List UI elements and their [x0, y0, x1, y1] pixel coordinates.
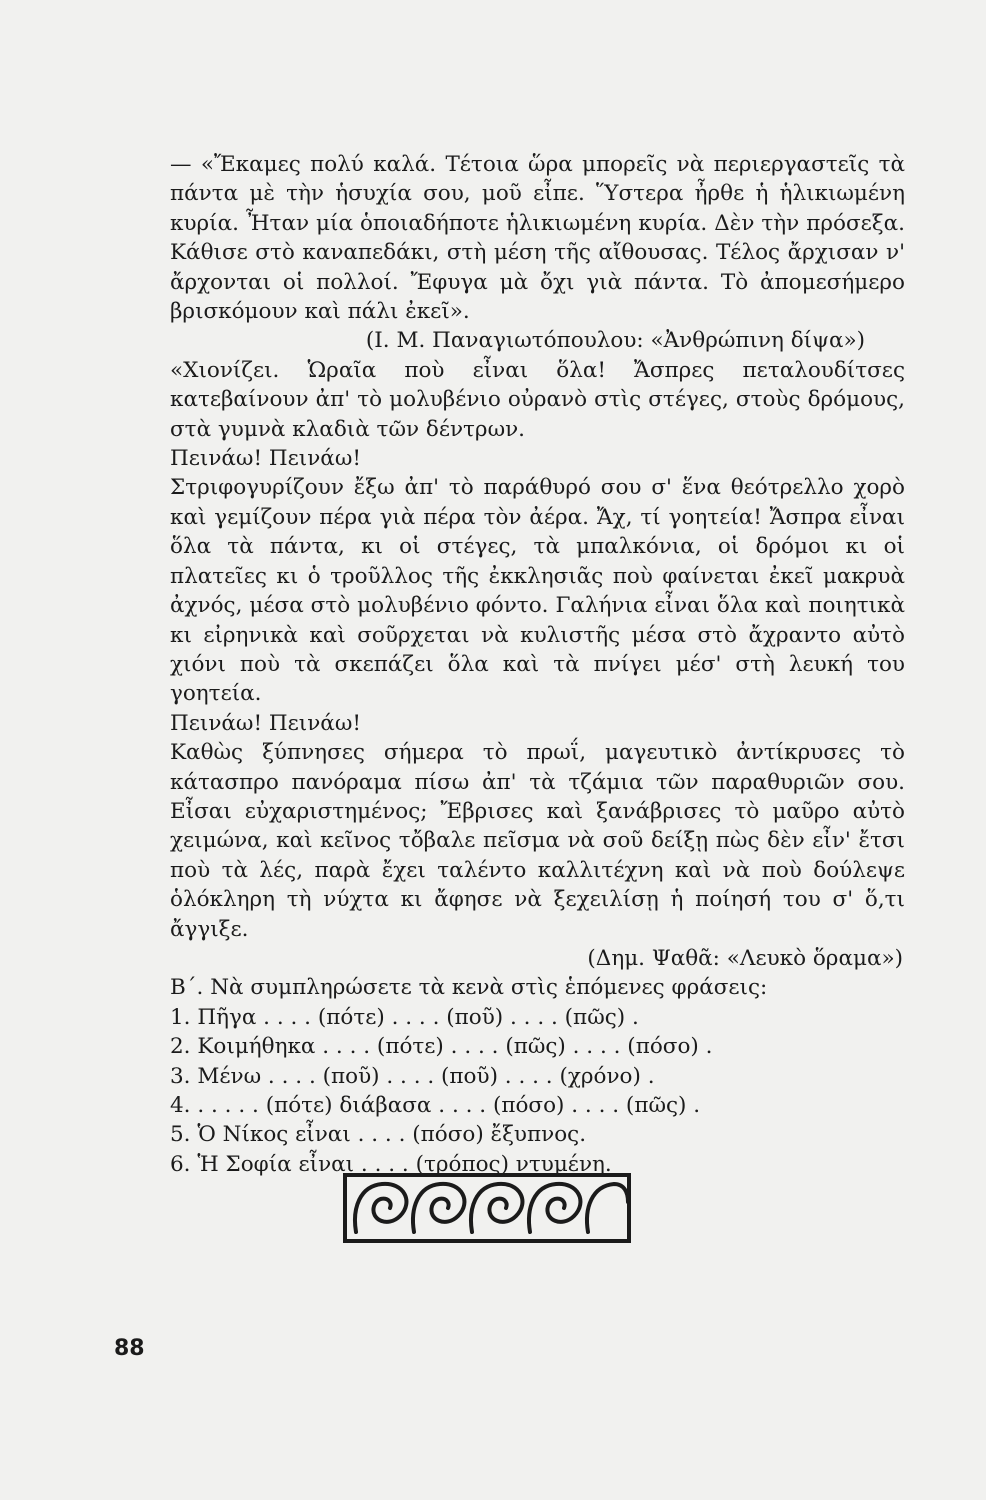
excerpt2-paragraph-3: Καθὼς ξύπνησες σήμερα τὸ πρωΐ, μαγευτικὸ ἀντίκρυσες τὸ κάτασπρο πανόραμα πίσω ἀπ' τὰ τζάμια τῶν παραθυριῶν σου. Εἶσαι εὐχαριστημένος; Ἔβρισες καὶ ξανάβρισες τὸ μαῦρο αὐτὸ χειμώνα, καὶ κεῖνος τὄβαλε πεῖσμα νὰ σοῦ δείξῃ πὼς δὲν εἶν' ἔτσι ποὺ τὰ λές, παρὰ ἔχει ταλέντο καλλιτέχνη καὶ νὰ ποὺ δούλεψε ὁλόκληρη τὴ νύχτα κι ἄφησε νὰ ξεχειλίσῃ ἡ ποίησή του σ' ὅ,τι ἄγγιξε.	[170, 740, 905, 942]
excerpt2-hunger-1: Πεινάω! Πεινάω!	[170, 446, 361, 472]
page-content	[170, 150, 905, 1179]
exercise-item: 6. Ἡ Σοφία εἶναι . . . . (τρόπος) ντυμένη.	[170, 1151, 612, 1177]
exercise-list	[170, 1003, 905, 1179]
exercise-item: 2. Κοιμήθηκα . . . . (πότε) . . . . (πῶς) . . . . (πόσο) .	[170, 1034, 713, 1060]
exercise-item: 1. Πῆγα . . . . (πότε) . . . . (ποῦ) . . . . (πῶς) .	[170, 1004, 639, 1030]
excerpt2-paragraph-1: «Χιονίζει. Ὡραῖα ποὺ εἶναι ὅλα! Ἄσπρες πεταλουδίτσες κατεβαίνουν ἀπ' τὸ μολυβένιο οὐρανὸ στὶς στέγες, στοὺς δρόμους, στὰ γυμνὰ κλαδιὰ τῶν δέντρων.	[170, 357, 905, 442]
excerpt-paragraph: — «Ἔκαμες πολύ καλά. Τέτοια ὥρα μπορεῖς νὰ περιεργαστεῖς τὰ πάντα μὲ τὴν ἡσυχία σου, μοῦ εἶπε. Ὕστερα ἦρθε ἡ ἡλικιωμένη κυρία. Ἦταν μία ὁποιαδήποτε ἡλικιωμένη κυρία. Δὲν τὴν πρόσεξα. Κάθισε στὸ καναπεδάκι, στὴ μέση τῆς αἴθουσας. Τέλος ἄρχισαν ν' ἄρχονται οἱ πολλοί. Ἔφυγα μὰ ὄχι γιὰ πάντα. Τὸ ἀπομεσήμερο βρισκόμουν καὶ πάλι ἐκεῖ».	[170, 152, 905, 325]
wave-ornament-icon	[342, 1172, 632, 1244]
excerpt2-reference: (Δημ. Ψαθᾶ: «Λευκὸ ὅραμα»)	[587, 945, 903, 971]
page-number: 88	[114, 1336, 145, 1361]
excerpt2-hunger-2: Πεινάω! Πεινάω!	[170, 710, 361, 736]
exercise-item: 3. Μένω . . . . (ποῦ) . . . . (ποῦ) . . . . (χρόνο) .	[170, 1063, 655, 1089]
excerpt-reference: (Ι. Μ. Παναγιωτόπουλου: «Ἀνθρώπινη δίψα»)	[365, 328, 865, 354]
exercise-item: 5. Ὁ Νίκος εἶναι . . . . (πόσο) ἔξυπνος.	[170, 1122, 587, 1148]
exercise-heading: Β΄. Νὰ συμπληρώσετε τὰ κενὰ στὶς ἑπόμενες φράσεις:	[170, 975, 768, 1001]
excerpt2-paragraph-2: Στριφογυρίζουν ἔξω ἀπ' τὸ παράθυρό σου σ' ἕνα θεότρελλο χορὸ καὶ γεμίζουν πέρα γιὰ πέρα τὸν ἀέρα. Ἄχ, τί γοητεία! Ἄσπρα εἶναι ὅλα τὰ πάντα, κι οἱ στέγες, τὰ μπαλκόνια, οἱ δρόμοι κι οἱ πλατεῖες κι ὁ τροῦλλος τῆς ἐκκλησιᾶς ποὺ φαίνεται ἐκεῖ μακρυὰ ἀχνός, μέσα στὸ μολυβένιο φόντο. Γαλήνια εἶναι ὅλα καὶ ποιητικὰ κι εἰρηνικὰ καὶ σοῦρχεται νὰ κυλιστῆς μέσα στὸ ἄχραντο αὐτὸ χιόνι ποὺ τὰ σκεπάζει ὅλα καὶ τὰ πνίγει μέσ' στὴ λευκή του γοητεία.	[170, 475, 905, 707]
exercise-item: 4. . . . . . (πότε) διάβασα . . . . (πόσο) . . . . (πῶς) .	[170, 1093, 701, 1118]
